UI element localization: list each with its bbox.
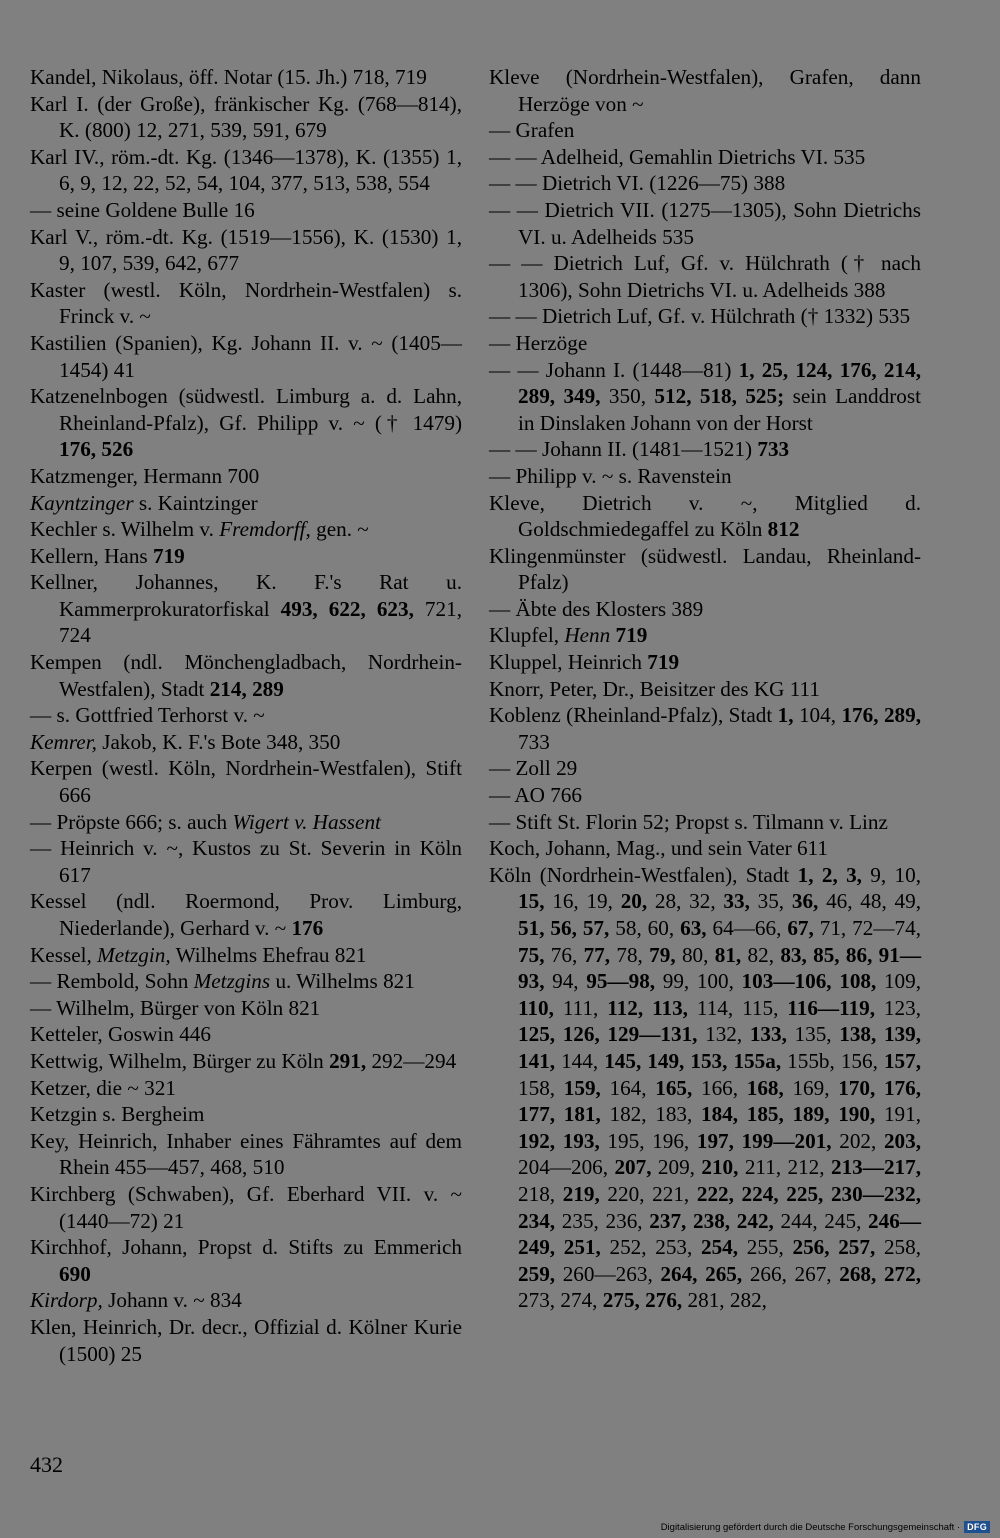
entry-text-segment: Katzenelnbogen (südwestl. Limburg a. d. Lahn, Rheinland-Pfalz), Gf. Philipp v. ~ († 1479) <box>30 384 462 435</box>
index-entry <box>30 888 462 941</box>
entry-text-segment: Klupfel, <box>489 623 565 648</box>
entry-text-segment: — — Dietrich VI. (1226—75) 388 <box>489 171 786 196</box>
entry-text-segment: 204—206, <box>518 1155 615 1180</box>
entry-text-segment: 214, 289 <box>209 676 284 701</box>
entry-text-segment: 75, <box>518 942 545 967</box>
index-entry <box>489 755 921 782</box>
entry-text-segment: Kleve, Dietrich v. ~, Mitglied d. Goldschmiedegaffel zu Köln <box>489 490 921 542</box>
entry-text-segment: 58, 60, <box>609 916 681 940</box>
entry-text-segment: — Wilhelm, Bürger von Köln 821 <box>30 995 321 1020</box>
entry-text-segment: 36, <box>791 889 819 914</box>
entry-text-segment: 111, <box>553 995 608 1020</box>
digitization-footer <box>661 1521 990 1533</box>
entry-text-segment: 266, 267, <box>742 1261 840 1286</box>
entry-text-segment: — — Dietrich VII. (1275—1305), Sohn Dietrichs VI. u. Adelheids 535 <box>489 197 921 249</box>
entry-text-segment: 16, 19, <box>544 889 621 914</box>
index-entry <box>30 330 462 383</box>
entry-text-segment: 176, 526 <box>59 437 134 462</box>
entry-text-segment: 219, <box>562 1181 600 1206</box>
entry-text-segment: 512, 518, 525; <box>654 384 785 409</box>
entry-text-segment: 256, 257, <box>792 1235 876 1260</box>
entry-text-segment: Kleve (Nordrhein-Westfalen), Grafen, dann Herzöge von ~ <box>489 65 921 116</box>
entry-text-segment: 690 <box>59 1261 91 1286</box>
index-entry <box>489 490 921 543</box>
entry-text-segment: — — Dietrich Luf, Gf. v. Hülchrath († 1332) 535 <box>489 304 911 329</box>
entry-text-segment: sein Landdrost in Dinslaken Johann von der Horst <box>518 384 922 435</box>
entry-text-segment: 79, <box>649 942 676 967</box>
entry-text-segment: 133, <box>749 1022 787 1047</box>
entry-text-segment: 733 <box>757 437 790 462</box>
index-entry <box>489 64 921 117</box>
entry-text-segment: 1, <box>777 703 794 728</box>
entry-text-segment: — AO 766 <box>489 783 582 808</box>
index-entry <box>30 942 462 969</box>
entry-text-segment: 207, <box>614 1155 652 1180</box>
entry-text-segment: — Äbte des Klosters 389 <box>489 596 704 621</box>
entry-text-segment: 195, 196, <box>599 1128 697 1153</box>
index-entry <box>489 330 921 357</box>
entry-text-segment: 46, 48, 49, <box>818 889 922 914</box>
entry-text-segment: 103—106, 108, <box>741 969 877 994</box>
entry-text-segment: Fremdorff, <box>219 517 311 542</box>
entry-text-segment: 67, <box>787 916 814 940</box>
entry-text-segment: — Grafen <box>489 118 575 143</box>
entry-text-segment: 246—249, 251, <box>518 1208 922 1260</box>
entry-text-segment: 244, 245, <box>773 1208 869 1233</box>
entry-text-segment: — — Dietrich Luf, Gf. v. Hülchrath († nach 1306), Sohn Dietrichs VI. u. Adelheids 388 <box>489 251 921 302</box>
entry-text-segment: Koblenz (Rheinland-Pfalz), Stadt <box>489 703 778 728</box>
entry-text-segment: Kettwig, Wilhelm, Bürger zu Köln <box>30 1048 330 1073</box>
index-entry <box>30 569 462 649</box>
entry-text-segment: Metzgins <box>193 969 271 994</box>
entry-text-segment: 123, <box>875 995 921 1020</box>
entry-text-segment: Johann v. ~ 834 <box>102 1288 242 1313</box>
entry-text-segment: 719 <box>615 623 648 648</box>
entry-text-segment: 116—119, <box>787 995 876 1020</box>
entry-text-segment: — Zoll 29 <box>489 756 578 781</box>
entry-text-segment: 812 <box>767 517 800 542</box>
entry-text-segment: Key, Heinrich, Inhaber eines Fähramtes auf dem Rhein 455—457, 468, 510 <box>30 1128 462 1180</box>
entry-text-segment: u. Wilhelms 821 <box>270 969 415 994</box>
entry-text-segment: Ketzgin s. Bergheim <box>30 1102 205 1127</box>
entry-text-segment: 138, 139, 141, <box>518 1022 922 1073</box>
entry-text-segment: Koch, Johann, Mag., und sein Vater 611 <box>489 836 828 861</box>
entry-text-segment: 104, <box>793 703 842 728</box>
entry-text-segment: — s. Gottfried Terhorst v. ~ <box>30 703 265 728</box>
index-entry <box>30 1021 462 1048</box>
entry-text-segment: 1, 2, 3, <box>797 862 862 887</box>
index-entry <box>30 809 462 836</box>
index-entry <box>30 1314 462 1367</box>
entry-text-segment: Kerpen (westl. Köln, Nordrhein-Westfalen), Stift 666 <box>30 756 462 808</box>
entry-text-segment: Metzgin, <box>97 942 171 967</box>
entry-text-segment: — — Johann I. (1448—81) <box>489 357 739 382</box>
index-entry <box>30 1075 462 1102</box>
entry-text-segment: 203, <box>883 1128 922 1153</box>
index-entry <box>489 676 921 703</box>
entry-text-segment: Wigert v. Hassent <box>232 809 381 834</box>
entry-text-segment: s. Kaintzinger <box>133 490 258 515</box>
entry-text-segment: 158, <box>518 1075 564 1100</box>
entry-text-segment: 210, <box>701 1155 739 1180</box>
entry-text-segment: — Rembold, Sohn <box>30 969 194 994</box>
index-entry <box>30 1234 462 1287</box>
index-entry <box>30 1181 462 1234</box>
index-entry <box>30 383 462 463</box>
index-entry <box>489 862 921 1314</box>
entry-text-segment: 281, 282, <box>682 1288 767 1313</box>
entry-text-segment: 254, <box>700 1235 739 1260</box>
entry-text-segment: 258, <box>875 1235 922 1260</box>
index-entry <box>489 622 921 649</box>
index-entry <box>30 277 462 330</box>
entry-text-segment: 268, 272, <box>839 1261 922 1286</box>
entry-text-segment: Jakob, K. F.'s Bote 348, 350 <box>96 729 341 754</box>
page-number: 432 <box>30 1452 63 1477</box>
dfg-logo-icon: DFG <box>964 1521 990 1533</box>
entry-text-segment: 95—98, <box>586 969 656 994</box>
entry-text-segment: 292—294 <box>366 1048 457 1073</box>
entry-text-segment: Knorr, Peter, Dr., Beisitzer des KG 111 <box>489 676 820 701</box>
entry-text-segment: 721, 724 <box>59 596 462 648</box>
entry-text-segment: 168, <box>746 1075 784 1100</box>
entry-text-segment: 64—66, <box>706 916 788 940</box>
entry-text-segment: 197, 199—201, <box>696 1128 832 1153</box>
entry-text-segment: 78, <box>610 942 650 967</box>
index-entry <box>489 436 921 463</box>
entry-text-segment: — seine Goldene Bulle 16 <box>30 197 255 222</box>
index-entry <box>489 170 921 197</box>
entry-text-segment: gen. ~ <box>310 517 369 542</box>
entry-text-segment: 125, 126, 129—131, <box>518 1022 698 1047</box>
entry-text-segment: 77, <box>583 942 611 967</box>
index-entry <box>30 1287 462 1314</box>
entry-text-segment: Klingenmünster (südwestl. Landau, Rheinland-Pfalz) <box>489 543 921 595</box>
index-entry <box>30 729 462 756</box>
entry-text-segment: 159, <box>563 1075 601 1100</box>
entry-text-segment: 76, <box>544 942 584 967</box>
entry-text-segment: 33, <box>723 889 750 914</box>
footer-text: Digitalisierung gefördert durch die Deutsche Forschungsgemeinschaft · <box>660 1521 961 1533</box>
index-entry <box>489 357 921 437</box>
entry-text-segment: — — Johann II. (1481—1521) <box>489 437 758 462</box>
entry-text-segment: 264, 265, <box>660 1261 743 1286</box>
index-entry <box>489 649 921 676</box>
index-column-right <box>489 64 921 1314</box>
entry-text-segment: Köln (Nordrhein-Westfalen), Stadt <box>489 862 798 887</box>
entry-text-segment: 35, <box>749 889 792 914</box>
entry-text-segment: 109, <box>876 969 922 994</box>
entry-text-segment: 222, 224, 225, 230—232, 234, <box>518 1181 922 1233</box>
entry-text-segment: 176 <box>291 916 324 940</box>
entry-text-segment: 220, 221, <box>599 1181 697 1206</box>
entry-text-segment: 169, <box>783 1075 839 1100</box>
entry-text-segment: 202, <box>831 1128 884 1153</box>
entry-text-segment: — Heinrich v. ~, Kustos zu St. Severin in Köln 617 <box>30 836 462 887</box>
entry-text-segment: 1, 25, 124, 176, 214, 289, 349, <box>518 357 922 409</box>
entry-text-segment: Kirchhof, Johann, Propst d. Stifts zu Emmerich <box>30 1235 462 1260</box>
entry-text-segment: 209, <box>651 1155 702 1180</box>
entry-text-segment: 260—263, <box>555 1261 661 1286</box>
index-entry <box>489 463 921 490</box>
entry-text-segment: 719 <box>647 650 680 675</box>
entry-text-segment: 213—217, <box>830 1155 922 1180</box>
entry-text-segment: 145, 149, 153, 155a, <box>604 1048 782 1073</box>
index-entry <box>489 809 921 836</box>
entry-text-segment: 80, <box>675 942 715 967</box>
entry-text-segment: 135, <box>786 1022 840 1047</box>
entry-text-segment: 166, <box>692 1075 747 1100</box>
entry-text-segment: 81, <box>714 942 742 967</box>
entry-text-segment: Kessel, <box>30 942 98 967</box>
index-entry <box>30 224 462 277</box>
entry-text-segment: — Herzöge <box>489 330 588 355</box>
entry-text-segment: Kirdorp, <box>30 1288 103 1313</box>
entry-text-segment: 71, 72—74, <box>813 916 922 940</box>
entry-text-segment: Wilhelms Ehefrau 821 <box>170 942 367 967</box>
entry-text-segment: Kirchberg (Schwaben), Gf. Eberhard VII. v. ~ (1440—72) 21 <box>30 1181 462 1233</box>
entry-text-segment: Ketzer, die ~ 321 <box>30 1075 176 1100</box>
index-entry <box>30 144 462 197</box>
entry-text-segment: Kaster (westl. Köln, Nordrhein-Westfalen) s. Frinck v. ~ <box>30 277 462 329</box>
entry-text-segment: 82, <box>741 942 781 967</box>
entry-text-segment: 275, 276, <box>602 1288 683 1313</box>
index-entry <box>489 835 921 862</box>
index-entry <box>30 463 462 490</box>
index-entry <box>30 197 462 224</box>
entry-text-segment: 255, <box>738 1235 793 1260</box>
entry-text-segment: 235, 236, <box>555 1208 650 1233</box>
entry-text-segment: 110, <box>518 995 554 1020</box>
index-entry <box>489 782 921 809</box>
index-entry <box>489 543 921 596</box>
entry-text-segment: 184, 185, 189, 190, <box>700 1102 876 1127</box>
index-entry <box>489 197 921 250</box>
index-entry <box>30 995 462 1022</box>
entry-text-segment: 28, 32, <box>647 889 724 914</box>
entry-text-segment: 164, <box>600 1075 656 1100</box>
entry-text-segment: 237, 238, 242, <box>649 1208 774 1233</box>
entry-text-segment: — Stift St. Florin 52; Propst s. Tilmann v. Linz <box>489 809 888 834</box>
entry-text-segment: Kluppel, Heinrich <box>489 650 648 675</box>
entry-text-segment: Kandel, Nikolaus, öff. Notar (15. Jh.) 718, 719 <box>30 65 427 89</box>
index-entry <box>30 1128 462 1181</box>
entry-text-segment: 155b, 156, <box>781 1048 884 1073</box>
index-entry <box>489 250 921 303</box>
entry-text-segment: 94, <box>544 969 587 994</box>
entry-text-segment: 211, 212, <box>738 1155 831 1180</box>
entry-text-segment: — Philipp v. ~ s. Ravenstein <box>489 463 732 488</box>
entry-text-segment: 144, <box>555 1048 605 1073</box>
index-entry <box>489 596 921 623</box>
index-entry <box>489 117 921 144</box>
index-entry <box>30 543 462 570</box>
index-entry <box>30 755 462 808</box>
entry-text-segment: Katzmenger, Hermann 700 <box>30 463 260 488</box>
index-entry <box>30 490 462 517</box>
entry-text-segment: — — Adelheid, Gemahlin Dietrichs VI. 535 <box>489 144 866 169</box>
entry-text-segment: 63, <box>680 916 707 940</box>
index-entry <box>30 516 462 543</box>
entry-text-segment: Kastilien (Spanien), Kg. Johann II. v. ~ (1405—1454) 41 <box>30 330 462 382</box>
entry-text-segment: 99, 100, <box>655 969 742 994</box>
index-entry <box>30 1101 462 1128</box>
entry-text-segment: 83, 85, 86, 91—93, <box>518 942 922 994</box>
entry-text-segment: 218, <box>518 1181 563 1206</box>
entry-text-segment: 176, 289, <box>841 703 922 728</box>
entry-text-segment: 51, 56, 57, <box>518 916 610 940</box>
entry-text-segment: Kechler s. Wilhelm v. <box>30 517 220 542</box>
index-entry <box>489 702 921 755</box>
entry-text-segment: Karl IV., röm.-dt. Kg. (1346—1378), K. (1355) 1, 6, 9, 12, 22, 52, 54, 104, 377, 513, 538, 554 <box>30 144 462 196</box>
entry-text-segment: Henn <box>564 623 611 648</box>
entry-text-segment: Kellner, Johannes, K. F.'s Rat u. Kammerprokuratorfiskal <box>30 570 462 621</box>
index-entry <box>30 968 462 995</box>
entry-text-segment: 132, <box>697 1022 750 1047</box>
entry-text-segment: 112, 113, <box>607 995 688 1020</box>
index-entry <box>30 1048 462 1075</box>
entry-text-segment: Kempen (ndl. Mönchengladbach, Nordrhein-Westfalen), Stadt <box>30 650 462 701</box>
entry-text-segment: Karl I. (der Große), fränkischer Kg. (768—814), K. (800) 12, 271, 539, 591, 679 <box>30 91 462 143</box>
index-entry <box>30 702 462 729</box>
index-column-left <box>30 64 462 1367</box>
entry-text-segment: 165, <box>655 1075 693 1100</box>
entry-text-segment: 192, 193, <box>518 1128 600 1153</box>
entry-text-segment: 9, 10, <box>861 862 921 887</box>
entry-text-segment: 20, <box>620 889 648 914</box>
entry-text-segment: 182, 183, <box>600 1102 701 1127</box>
entry-text-segment: 291, <box>329 1048 367 1073</box>
entry-text-segment: 170, 176, 177, 181, <box>518 1075 922 1127</box>
entry-text-segment: 273, 274, <box>518 1288 603 1313</box>
index-entry <box>30 64 462 91</box>
entry-text-segment: Kayntzinger <box>30 490 134 515</box>
entry-text-segment: Kessel (ndl. Roermond, Prov. Limburg, Niederlande), Gerhard v. ~ <box>30 889 462 940</box>
index-entry <box>30 649 462 702</box>
entry-text-segment: Karl V., röm.-dt. Kg. (1519—1556), K. (1530) 1, 9, 107, 539, 642, 677 <box>30 224 462 276</box>
entry-text-segment: 15, <box>518 889 545 914</box>
entry-text-segment: 719 <box>152 543 185 568</box>
index-entry <box>30 835 462 888</box>
index-entry <box>489 303 921 330</box>
entry-text-segment: 493, 622, 623, <box>280 596 414 621</box>
index-entry <box>30 91 462 144</box>
entry-text-segment: 114, 115, <box>687 995 788 1020</box>
entry-text-segment: 157, <box>883 1048 922 1073</box>
entry-text-segment: Klen, Heinrich, Dr. decr., Offizial d. Kölner Kurie (1500) 25 <box>30 1314 462 1366</box>
entry-text-segment: Kellern, Hans <box>30 543 153 568</box>
entry-text-segment: 733 <box>518 729 550 754</box>
entry-text-segment: 350, <box>600 384 655 409</box>
entry-text-segment: 252, 253, <box>600 1235 701 1260</box>
entry-text-segment: Ketteler, Goswin 446 <box>30 1022 211 1047</box>
entry-text-segment: — Pröpste 666; s. auch <box>30 809 233 834</box>
entry-text-segment: 259, <box>518 1261 556 1286</box>
entry-text-segment: Kemrer, <box>30 729 97 754</box>
index-entry <box>489 144 921 171</box>
entry-text-segment: 191, <box>875 1102 922 1127</box>
